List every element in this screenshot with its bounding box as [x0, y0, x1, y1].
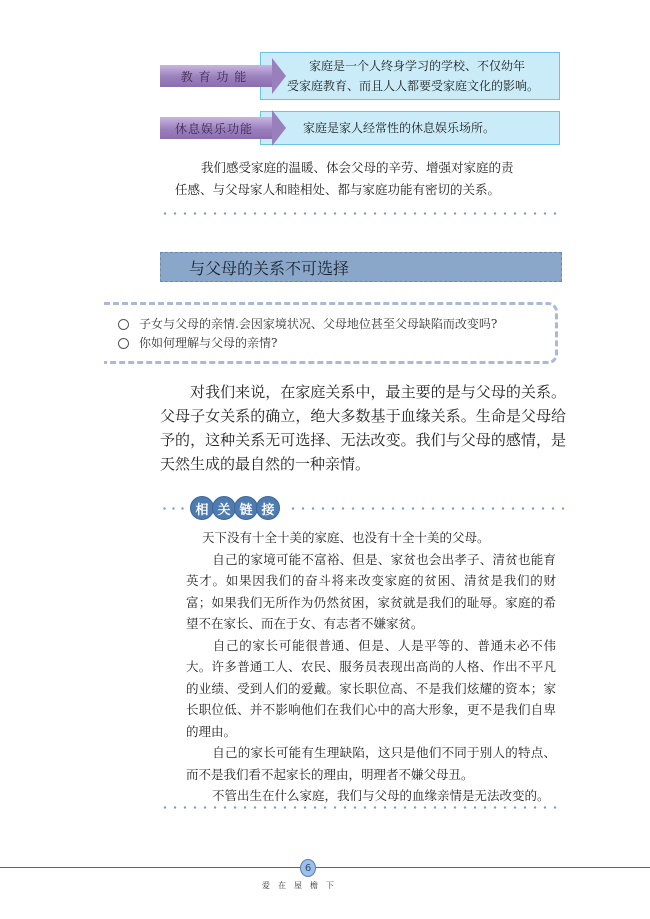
- badge-char: 关: [212, 496, 236, 520]
- function-description-line: 家庭是家人经常性的休息娱乐场所。: [303, 121, 496, 135]
- footer-rule: [0, 867, 650, 868]
- dotted-divider: [160, 212, 562, 215]
- section-title: 与父母的关系不可选择: [160, 252, 562, 282]
- badge-char: 相: [190, 496, 214, 520]
- dotted-leader: [288, 507, 564, 510]
- related-paragraph: [186, 785, 556, 807]
- related-link-header: [160, 495, 564, 521]
- question-item: [118, 334, 555, 353]
- discussion-question-box: [104, 302, 558, 364]
- function-description-education: [260, 52, 560, 100]
- related-paragraph-text: 不管出生在什么家庭，我们与父母的血缘亲情是无法改变的。: [212, 788, 550, 803]
- question-item: [118, 315, 555, 334]
- related-paragraph-text: 自己的家境可能不富裕、但是、家贫也会出孝子、清贫也能育英才。如果因我们的奋斗将来改变家庭的贫困、清贫是我们的财富；如果我们无所作为仍然贫困，家贫就是我们的耻辱。家庭的希望不在家长、而在于女、有志者不嫌家贫。: [186, 551, 556, 631]
- question-text: 你如何理解与父母的亲情?: [139, 336, 278, 350]
- related-paragraph: [186, 549, 556, 635]
- function-description-line: 家庭是一个人终身学习的学校、不仅幼年: [309, 59, 526, 73]
- circle-bullet-icon: [118, 319, 129, 330]
- dotted-divider: [160, 806, 562, 809]
- related-paragraph-text: 自己的家长可能很普通、但是、人是平等的、普通未必不伟大。许多普通工人、农民、服务员表现出高尚的人格、作出不平凡的业绩、受到人们的爱戴。家长职位高、不是我们炫耀的资本；家长职位低、并不影响他们在我们心中的高大形象，更不是我们自卑的理由。: [186, 637, 556, 739]
- question-text: 子女与父母的亲情.会因家境状况、父母地位甚至父母缺陷而改变吗?: [139, 317, 498, 331]
- related-paragraph: [186, 527, 556, 549]
- function-description-recreation: [260, 111, 560, 145]
- dotted-leader: [160, 507, 186, 510]
- function-description-line: 受家庭教育、而且人人都要受家庭文化的影响。: [287, 79, 540, 93]
- summary-paragraph: [175, 157, 565, 201]
- main-paragraph-text: 对我们来说，在家庭关系中，最主要的是与父母的关系。父母子女关系的确立，绝大多数基于血缘关系。生命是父母给予的，这种关系无可选择、无法改变。我们与父母的感情，是天然生成的最自然的一种亲情。: [160, 383, 566, 473]
- related-paragraph-text: 天下没有十全十美的家庭、也没有十全十美的父母。: [202, 530, 490, 545]
- circle-bullet-icon: [118, 338, 129, 349]
- book-title: 爱在屋檐下: [262, 881, 342, 890]
- summary-line: 任感、与父母家人和睦相处、都与家庭功能有密切的关系。: [175, 182, 501, 197]
- related-paragraph: [186, 742, 556, 785]
- related-paragraph-text: 自己的家长可能有生理缺陷，这只是他们不同于别人的特点、而不是我们看不起家长的理由，明理者不嫌父母丑。: [186, 745, 556, 782]
- function-label-education: 教 育 功 能: [160, 65, 272, 87]
- badge-char: 链: [234, 496, 258, 520]
- related-link-badges: [190, 496, 278, 520]
- related-paragraph: [186, 635, 556, 743]
- page-number: 6: [300, 859, 316, 877]
- related-link-body: [186, 527, 556, 807]
- badge-char: 接: [256, 496, 280, 520]
- function-label-recreation: 休息娱乐功能: [160, 117, 272, 139]
- function-row-recreation: [160, 111, 560, 145]
- summary-line: 我们感受家庭的温暖、体会父母的辛劳、增强对家庭的责: [201, 160, 514, 175]
- function-row-education: [160, 52, 560, 100]
- main-paragraph: [160, 380, 566, 476]
